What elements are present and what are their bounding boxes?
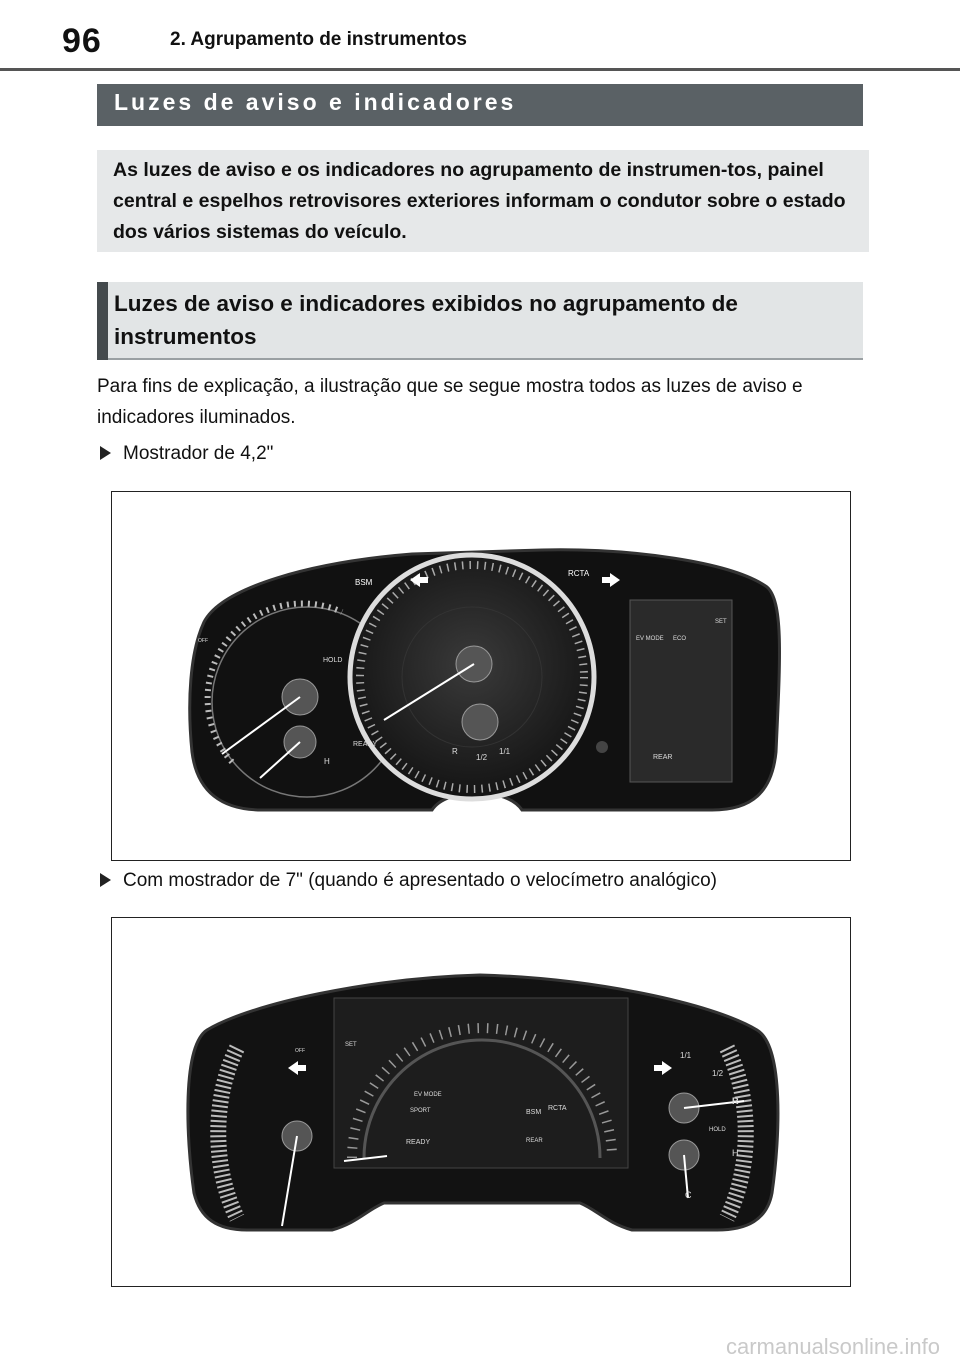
bullet-label: Mostrador de 4,2" [123,443,274,464]
bullet-label: Com mostrador de 7" (quando é apresentado o velocímetro analógico) [123,870,717,891]
r-label: R [732,1096,739,1106]
set-label: SET [345,1042,357,1048]
ev-mode-label: EV MODE [636,636,664,642]
bsm-label: BSM [355,578,373,587]
hold-label: HOLD [323,657,343,664]
illustration-frame-4-2 [111,491,851,861]
r-label: R [452,747,458,756]
triangle-bullet-icon [100,446,111,460]
full-label: 1/1 [499,747,511,756]
half-label: 1/2 [712,1069,724,1078]
sport-label: SPORT [410,1108,431,1114]
fuel-knob [462,704,498,740]
rear-label: REAR [526,1138,543,1144]
ev-mode-label: EV MODE [414,1092,442,1098]
section-title: Luzes de aviso e indicadores [114,89,517,115]
c-label: C [685,1190,692,1200]
ready-label: READY [406,1139,431,1146]
full-label: 1/1 [680,1051,692,1060]
body-paragraph: Para fins de explicação, a ilustração que se segue mostra todos as luzes de aviso e indicadores iluminados. [97,376,803,428]
rcta-label: RCTA [568,569,590,578]
illustration-frame-7 [111,917,851,1287]
subsection-accent [97,282,108,360]
trip-button [596,741,608,753]
cluster-illustration-7 [112,918,850,1286]
eco-label: ECO [673,636,687,642]
chapter-title: 2. Agrupamento de instrumentos [170,29,467,50]
multi-info-display [630,600,732,782]
bullet-display-7 [100,870,717,892]
triangle-bullet-icon [100,873,111,887]
set-label: SET [715,619,727,625]
h-label: H [732,1148,739,1158]
bsm-label: BSM [526,1109,542,1116]
bullet-display-4-2 [100,443,273,465]
off-label: OFF [295,1048,305,1054]
h-label: H [324,757,330,766]
cluster-illustration-4-2 [112,492,850,860]
half-label: 1/2 [476,753,488,762]
intro-text: As luzes de aviso e os indicadores no agrupamento de instrumen-tos, painel central e espelhos retrovisores exteriores informam o condutor sobre o estado dos vários sistemas do veículo. [113,159,846,243]
page-number: 96 [62,22,102,60]
watermark: carmanualsonline.info [725,1334,940,1359]
subsection-title: Luzes de aviso e indicadores exibidos no agrupamento de instrumentos [114,291,738,349]
center-screen [334,998,628,1168]
off-label: OFF [198,638,208,644]
rcta-label: RCTA [548,1105,567,1112]
hold-label: HOLD [709,1127,726,1133]
rear-label: REAR [653,754,673,761]
header-divider [0,68,960,71]
ready-label: READY [353,741,378,748]
